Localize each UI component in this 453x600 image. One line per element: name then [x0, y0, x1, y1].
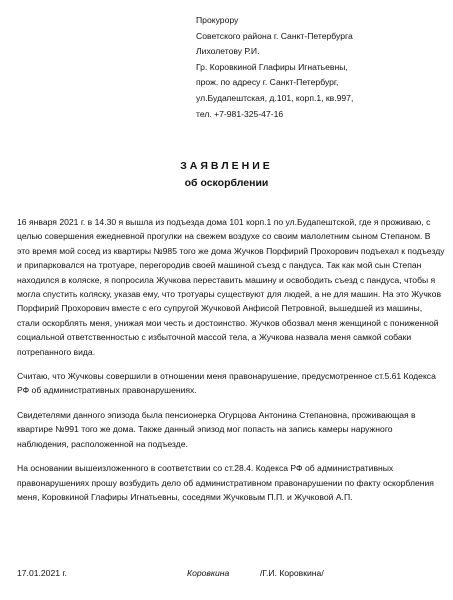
signature-date: 17.01.2021 г. [17, 568, 67, 578]
header-line: тел. +7-981-325-47-16 [196, 108, 284, 119]
title-main: ЗАЯВЛЕНИЕ [180, 160, 273, 172]
signature-name: /Г.И. Коровкина/ [260, 568, 324, 578]
addressee-block [196, 13, 353, 122]
document-title [0, 158, 453, 192]
header-line: Советского района г. Санкт-Петербурга [196, 30, 353, 41]
document-body [17, 215, 445, 514]
handwritten-signature: Коровкина [187, 568, 230, 578]
paragraph: 16 января 2021 г. в 14.30 я вышла из подъезда дома 101 корп.1 по ул.Будапештской, где я проживаю, с целью совершения ежедневной прогулки на свежем воздухе со своим малолетним сыном Степаном. В это время мой сосед из квартиры №985 того же дома Жучков Порфирий Прохорович подъехал к подъезду и припарковался на тротуаре, перегородив своей машиной съезд с пандуса. Так как мой сын Степан находился в коляске, я попросила Жучкова переставить машину и освободить съезд с пандуса, чтобы я могла спустить коляску, указав ему, что тротуары существуют для людей, а не для машин. На это Жучков Порфирий Прохорович вместе с его супругой Жучковой Анфисой Петровной, вышедшей из машины, стали оскорблять меня, унижая мои честь и достоинство. Жучков обозвал меня женщиной с пониженной социальной ответственностью с избыточной массой тела, а Жучкова назвала меня самкой собаки потрепанного вида. [17, 217, 445, 357]
title-sub: об оскорблении [184, 177, 269, 189]
header-line: Лихолетову Р.И. [196, 46, 260, 57]
paragraph: Свидетелями данного эпизода была пенсионерка Огурцова Антонина Степановна, проживающая в квартире №991 того же дома. Также данный эпизод мог попасть на запись камеры наружного наблюдения, расположенной на подъезде. [17, 409, 416, 449]
header-line: прож. по адресу г. Санкт-Петербург, [196, 77, 339, 88]
header-line: Прокурору [196, 15, 239, 25]
header-line: ул.Будапештская, д.101, корп.1, кв.997, [196, 92, 354, 103]
header-line: Гр. Коровкиной Глафиры Игнатьевны, [196, 61, 348, 72]
paragraph: Считаю, что Жучковы совершили в отношении меня правонарушение, предусмотренное ст.5.61 Кодекса РФ об административных правонарушениях. [17, 371, 436, 396]
paragraph: На основании вышеизложенного в соответствии со ст.28.4. Кодекса РФ об административных правонарушениях прошу возбудить дело об административном правонарушении по факту оскорбления меня, Коровкиной Глафиры Игнатьевны, соседями Жучковым П.П. и Жучковой А.П. [17, 463, 434, 502]
